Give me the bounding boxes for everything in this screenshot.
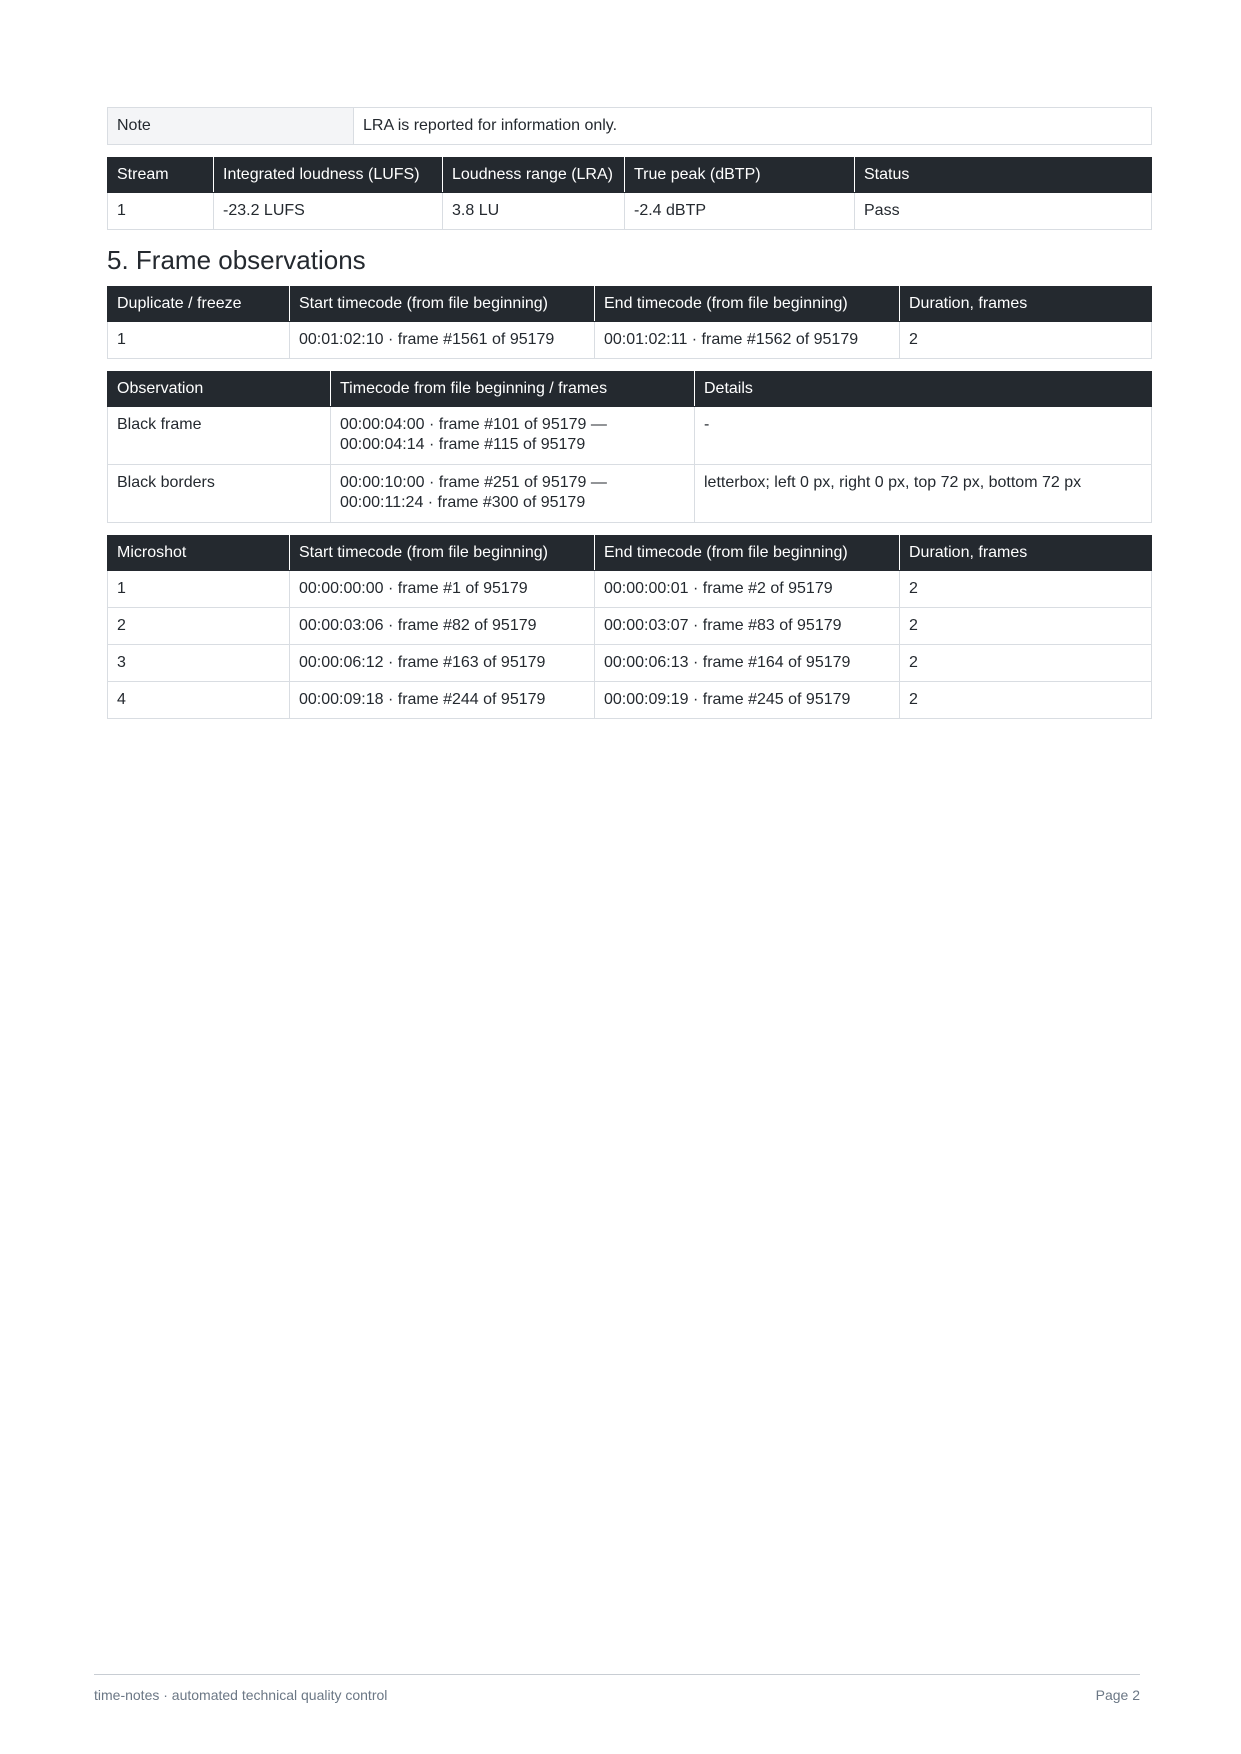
freeze-index-cell: 1 (108, 322, 290, 359)
column-header-details: Details (695, 372, 1152, 407)
column-header-end-timecode: End timecode (from file beginning) (595, 536, 900, 571)
table-header-row (108, 536, 1152, 571)
page-number: Page 2 (1095, 1687, 1140, 1703)
report-page-content (107, 107, 1152, 719)
end-timecode-cell: 00:00:09:19 · frame #245 of 95179 (595, 682, 900, 719)
observation-start-timecode: 00:00:04:00 · frame #101 of 95179 — (340, 416, 607, 433)
end-timecode-cell: 00:00:06:13 · frame #164 of 95179 (595, 645, 900, 682)
observation-end-timecode: 00:00:04:14 · frame #115 of 95179 (340, 436, 586, 453)
stream-cell: 1 (108, 193, 214, 230)
loudness-table (107, 157, 1152, 230)
start-timecode-cell: 00:00:09:18 · frame #244 of 95179 (290, 682, 595, 719)
true-peak-cell: -2.4 dBTP (625, 193, 855, 230)
table-row (108, 407, 1152, 465)
observation-end-timecode: 00:00:11:24 · frame #300 of 95179 (340, 494, 586, 511)
column-header-observation: Observation (108, 372, 331, 407)
observations-table (107, 371, 1152, 523)
column-header-true-peak: True peak (dBTP) (625, 158, 855, 193)
microshot-index-cell: 2 (108, 608, 290, 645)
observation-details-cell: letterbox; left 0 px, right 0 px, top 72 px, bottom 72 px (695, 465, 1152, 523)
table-row (108, 608, 1152, 645)
column-header-duration: Duration, frames (900, 287, 1152, 322)
column-header-loudness-range: Loudness range (LRA) (443, 158, 625, 193)
observation-name-cell: Black borders (108, 465, 331, 523)
page-footer (94, 1674, 1140, 1703)
table-row (108, 571, 1152, 608)
duration-cell: 2 (900, 571, 1152, 608)
start-timecode-cell: 00:00:06:12 · frame #163 of 95179 (290, 645, 595, 682)
column-header-duration: Duration, frames (900, 536, 1152, 571)
freeze-table (107, 286, 1152, 359)
table-row (108, 645, 1152, 682)
table-row (108, 465, 1152, 523)
observation-name-cell: Black frame (108, 407, 331, 465)
table-row (108, 682, 1152, 719)
table-header-row (108, 158, 1152, 193)
note-row (108, 108, 1152, 145)
column-header-status: Status (855, 158, 1152, 193)
section-heading: 5. Frame observations (107, 245, 366, 275)
column-header-stream: Stream (108, 158, 214, 193)
start-timecode-cell: 00:01:02:10 · frame #1561 of 95179 (290, 322, 595, 359)
start-timecode-cell: 00:00:00:00 · frame #1 of 95179 (290, 571, 595, 608)
end-timecode-cell: 00:01:02:11 · frame #1562 of 95179 (595, 322, 900, 359)
observation-timecode-cell (331, 407, 695, 465)
table-row (108, 322, 1152, 359)
loudness-range-cell: 3.8 LU (443, 193, 625, 230)
table-header-row (108, 287, 1152, 322)
microshot-index-cell: 4 (108, 682, 290, 719)
observation-timecode-cell (331, 465, 695, 523)
integrated-loudness-cell: -23.2 LUFS (214, 193, 443, 230)
column-header-integrated-loudness: Integrated loudness (LUFS) (214, 158, 443, 193)
column-header-duplicate-freeze: Duplicate / freeze (108, 287, 290, 322)
duration-cell: 2 (900, 645, 1152, 682)
column-header-start-timecode: Start timecode (from file beginning) (290, 536, 595, 571)
note-table (107, 107, 1152, 145)
duration-cell: 2 (900, 682, 1152, 719)
column-header-microshot: Microshot (108, 536, 290, 571)
microshots-table (107, 535, 1152, 719)
column-header-end-timecode: End timecode (from file beginning) (595, 287, 900, 322)
start-timecode-cell: 00:00:03:06 · frame #82 of 95179 (290, 608, 595, 645)
column-header-start-timecode: Start timecode (from file beginning) (290, 287, 595, 322)
observation-details-cell: - (695, 407, 1152, 465)
duration-cell: 2 (900, 322, 1152, 359)
microshot-index-cell: 1 (108, 571, 290, 608)
end-timecode-cell: 00:00:00:01 · frame #2 of 95179 (595, 571, 900, 608)
table-header-row (108, 372, 1152, 407)
duration-cell: 2 (900, 608, 1152, 645)
note-label: Note (108, 108, 354, 145)
status-cell: Pass (855, 193, 1152, 230)
microshot-index-cell: 3 (108, 645, 290, 682)
footer-brand-text: time-notes · automated technical quality control (94, 1687, 388, 1703)
note-text: LRA is reported for information only. (354, 108, 1152, 145)
end-timecode-cell: 00:00:03:07 · frame #83 of 95179 (595, 608, 900, 645)
column-header-timecode-frames: Timecode from file beginning / frames (331, 372, 695, 407)
observation-start-timecode: 00:00:10:00 · frame #251 of 95179 — (340, 474, 607, 491)
table-row (108, 193, 1152, 230)
